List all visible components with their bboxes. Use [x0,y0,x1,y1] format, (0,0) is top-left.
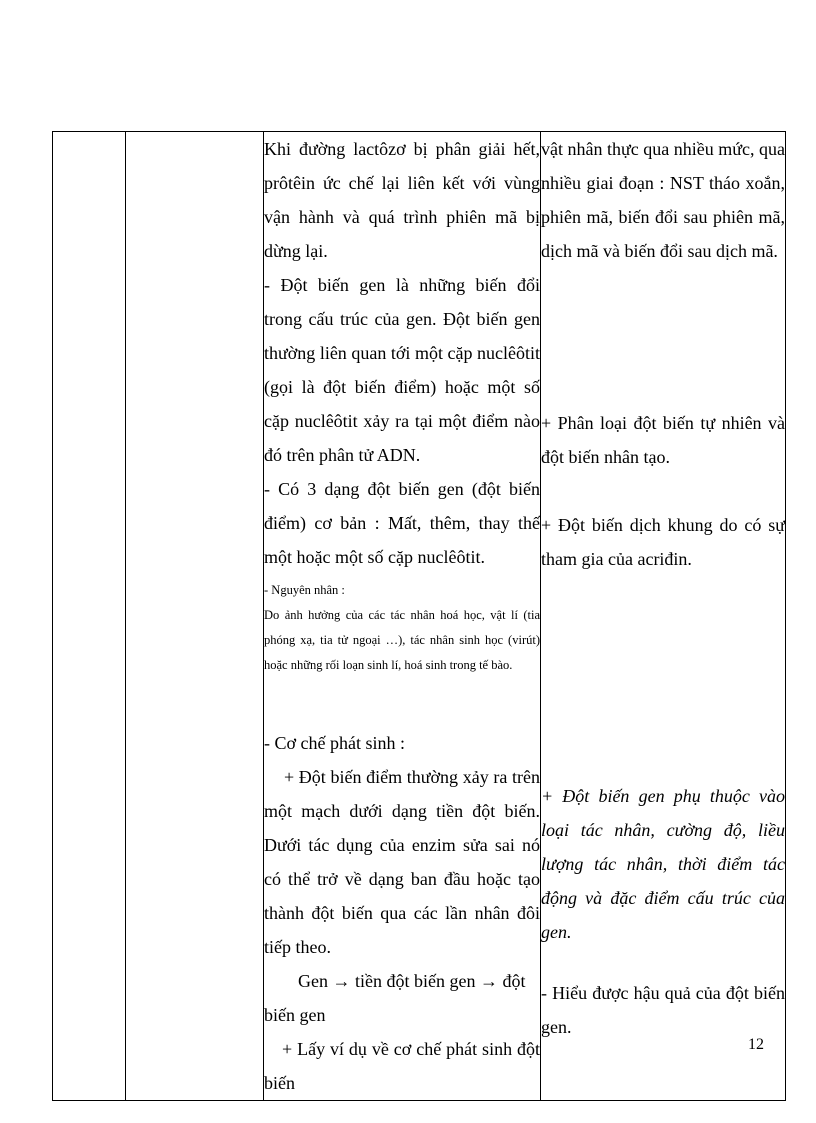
heading-mechanism: - Cơ chế phát sinh : [264,733,405,753]
table-row [53,132,786,1101]
content-cell [264,132,541,1101]
column-2-cell [126,132,264,1101]
paragraph-mutation-types: - Có 3 dạng đột biến gen (đột biến điểm) cơ bản : Mất, thêm, thay thế một hoặc một số cặp nuclêôtit. [264,479,540,567]
paragraph-gene-flow: Gen → tiền đột biến gen → đột biến gen [264,971,526,1025]
lesson-table [52,131,786,1101]
note-consequences: - Hiểu được hậu quả của đột biến gen. [541,983,785,1037]
notes-cell [541,132,786,1101]
paragraph-mechanism: + Đột biến điểm thường xảy ra trên một mạch dưới dạng tiền đột biến. Dưới tác dụng của enzim sửa sai nó có thể trở về dạng ban đầu hoặc tạo thành đột biến qua các lần nhân đôi tiếp theo. [264,767,540,957]
heading-causes: - Nguyên nhân : [264,583,345,597]
page-number: 12 [748,1036,764,1053]
note-frameshift: + Đột biến dịch khung do có sự tham gia của acriđin. [541,515,785,569]
paragraph-lac-operon: Khi đường lactôzơ bị phân giải hết, prôtêin ức chế lại liên kết với vùng vận hành và quá trình phiên mã bị dừng lại. [264,139,540,261]
note-eukaryote-regulation: vật nhân thực qua nhiều mức, qua nhiều giai đoạn : NST tháo xoắn, phiên mã, biến đổi sau phiên mã, dịch mã và biến đổi sau dịch mã. [541,139,785,261]
paragraph-example: + Lấy ví dụ về cơ chế phát sinh đột biến [264,1039,540,1093]
note-mutation-classification: + Phân loại đột biến tự nhiên và đột biến nhân tạo. [541,413,785,467]
paragraph-causes: Do ảnh hưởng của các tác nhân hoá học, vật lí (tia phóng xạ, tia tử ngoại …), tác nhân sinh học (virút) hoặc những rối loạn sinh lí, hoá sinh trong tế bào. [264,608,540,672]
note-mutation-factors: + Đột biến gen phụ thuộc vào loại tác nhân, cường độ, liều lượng tác nhân, thời điểm tác động và đặc điểm cấu trúc của gen. [541,786,785,942]
column-1-cell [53,132,126,1101]
paragraph-gene-mutation-definition: - Đột biến gen là những biến đổi trong cấu trúc của gen. Đột biến gen thường liên quan tới một cặp nuclêôtit (gọi là đột biến điểm) hoặc một số cặp nuclêôtit xảy ra tại một điểm nào đó trên phân tử ADN. [264,275,540,465]
